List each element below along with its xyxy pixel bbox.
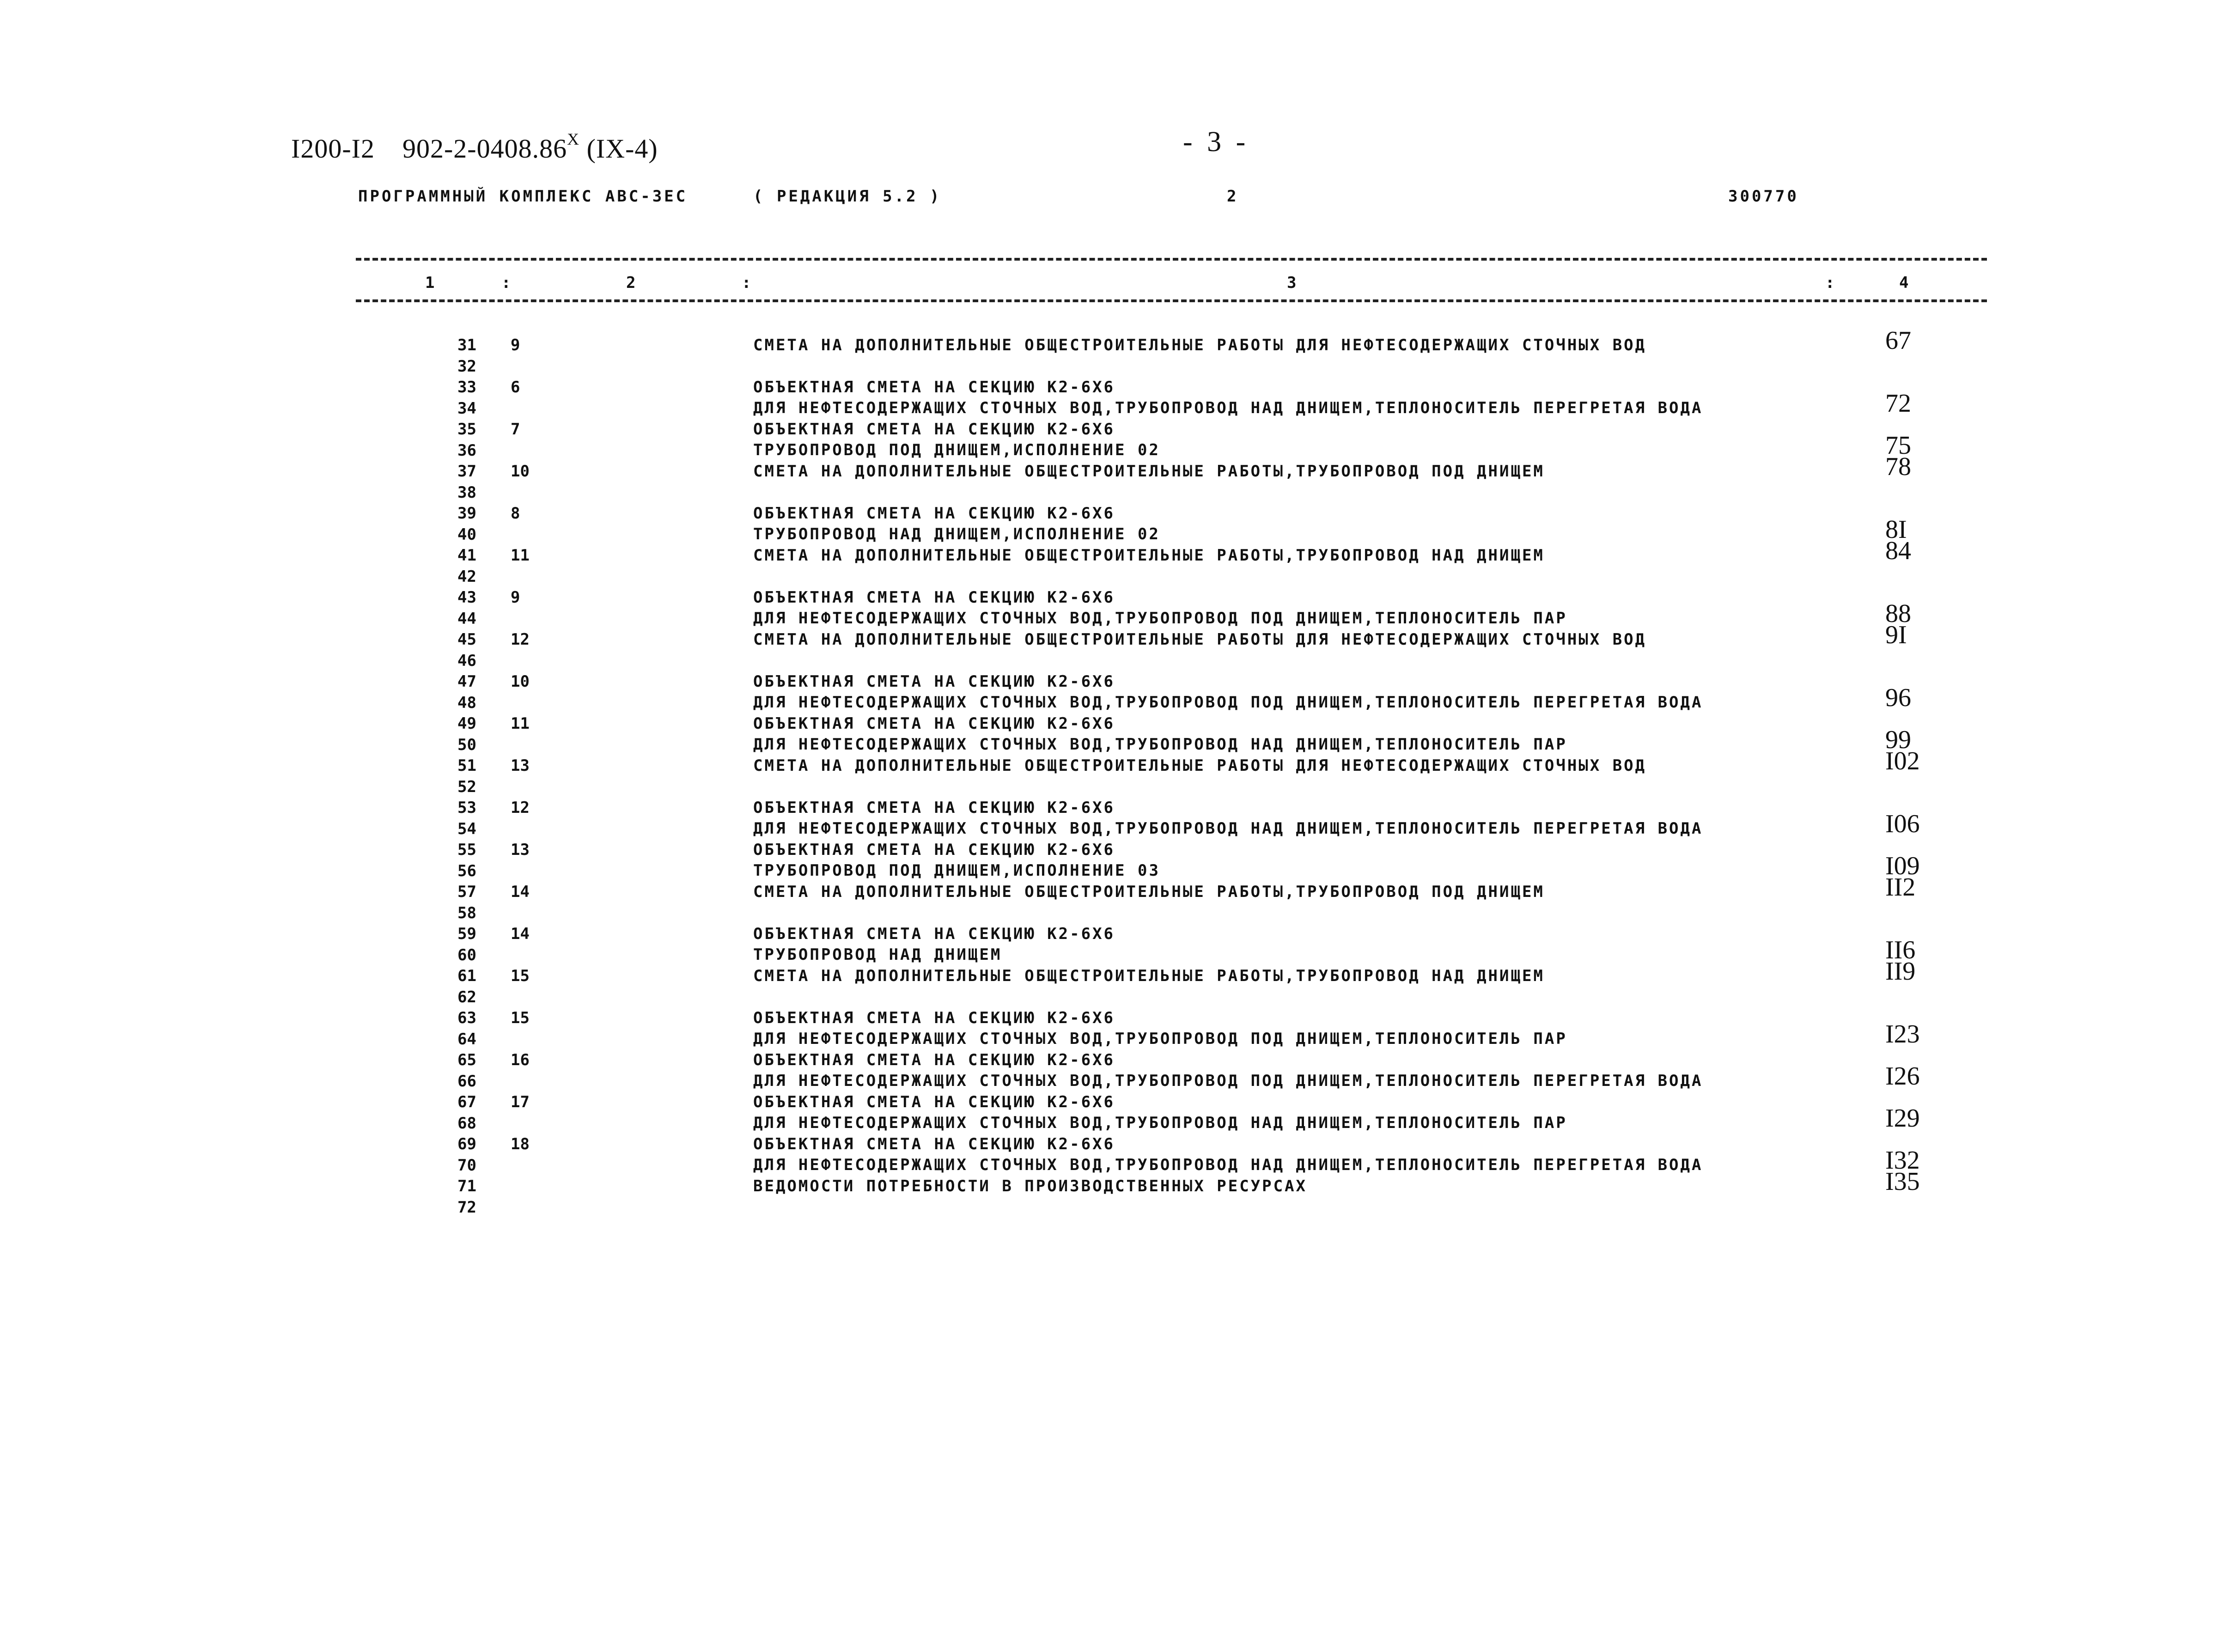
row-description: ДЛЯ НЕФТЕСОДЕРЖАЩИХ СТОЧНЫХ ВОД,ТРУБОПРОВОД НАД ДНИЩЕМ,ТЕПЛОНОСИТЕЛЬ ПАР <box>753 735 1567 754</box>
row-number: 32 <box>457 357 476 376</box>
row-description: ДЛЯ НЕФТЕСОДЕРЖАЩИХ СТОЧНЫХ ВОД,ТРУБОПРОВОД ПОД ДНИЩЕМ,ТЕПЛОНОСИТЕЛЬ ПАР <box>753 1030 1567 1048</box>
page-number: - 3 - <box>1183 126 1249 158</box>
row-description: ОБЪЕКТНАЯ СМЕТА НА СЕКЦИЮ К2-6Х6 <box>753 841 1115 859</box>
item-number: 17 <box>511 1093 530 1111</box>
row-description: ВЕДОМОСТИ ПОТРЕБНОСТИ В ПРОИЗВОДСТВЕННЫХ РЕСУРСАХ <box>753 1177 1308 1195</box>
row-description: ОБЪЕКТНАЯ СМЕТА НА СЕКЦИЮ К2-6Х6 <box>753 1009 1115 1027</box>
row-number: 54 <box>457 819 476 838</box>
row-number: 48 <box>457 693 476 712</box>
row-description: СМЕТА НА ДОПОЛНИТЕЛЬНЫЕ ОБЩЕСТРОИТЕЛЬНЫЕ РАБОТЫ ДЛЯ НЕФТЕСОДЕРЖАЩИХ СТОЧНЫХ ВОД <box>753 630 1647 649</box>
row-number: 44 <box>457 609 476 628</box>
row-page-number: 67 <box>1885 326 1911 355</box>
row-page-number: I32 <box>1885 1146 1920 1175</box>
row-number: 65 <box>457 1051 476 1069</box>
item-number: 16 <box>511 1051 530 1069</box>
row-description: ДЛЯ НЕФТЕСОДЕРЖАЩИХ СТОЧНЫХ ВОД,ТРУБОПРОВОД НАД ДНИЩЕМ,ТЕПЛОНОСИТЕЛЬ ПЕРЕГРЕТАЯ ВОДА <box>753 819 1703 838</box>
row-page-number: I26 <box>1885 1062 1920 1091</box>
document-code <box>291 129 658 164</box>
table-rule-top <box>356 258 1987 261</box>
row-number: 52 <box>457 777 476 796</box>
row-number: 62 <box>457 988 476 1006</box>
program-code: 300770 <box>1728 187 1799 206</box>
row-page-number: 88 <box>1885 599 1911 628</box>
column-header-1: 1 <box>425 274 435 292</box>
row-number: 72 <box>457 1198 476 1217</box>
row-page-number: I29 <box>1885 1104 1920 1133</box>
row-description: ОБЪЕКТНАЯ СМЕТА НА СЕКЦИЮ К2-6Х6 <box>753 588 1115 607</box>
row-description: ДЛЯ НЕФТЕСОДЕРЖАЩИХ СТОЧНЫХ ВОД,ТРУБОПРОВОД НАД ДНИЩЕМ,ТЕПЛОНОСИТЕЛЬ ПЕРЕГРЕТАЯ ВОДА <box>753 399 1703 417</box>
row-number: 53 <box>457 799 476 817</box>
row-description: ДЛЯ НЕФТЕСОДЕРЖАЩИХ СТОЧНЫХ ВОД,ТРУБОПРОВОД ПОД ДНИЩЕМ,ТЕПЛОНОСИТЕЛЬ ПЕРЕГРЕТАЯ ВОДА <box>753 693 1703 712</box>
row-description: ОБЪЕКТНАЯ СМЕТА НА СЕКЦИЮ К2-6Х6 <box>753 799 1115 817</box>
row-page-number: I02 <box>1885 747 1920 775</box>
table-rule-bottom <box>356 299 1987 302</box>
item-number: 10 <box>511 672 530 691</box>
row-number: 47 <box>457 672 476 691</box>
item-number: 13 <box>511 841 530 859</box>
column-header-3: 3 <box>1287 274 1297 292</box>
doc-code-sup: X <box>567 130 580 148</box>
row-description: ОБЪЕКТНАЯ СМЕТА НА СЕКЦИЮ К2-6Х6 <box>753 420 1115 439</box>
item-number: 18 <box>511 1135 530 1153</box>
row-page-number: I09 <box>1885 852 1920 880</box>
row-page-number: 96 <box>1885 683 1911 712</box>
item-number: 10 <box>511 462 530 481</box>
row-page-number: 84 <box>1885 536 1911 565</box>
row-page-number: I06 <box>1885 810 1920 838</box>
doc-code-left: I200-I2 <box>291 134 375 164</box>
row-page-number: 9I <box>1885 621 1907 649</box>
row-description: ОБЪЕКТНАЯ СМЕТА НА СЕКЦИЮ К2-6Х6 <box>753 1135 1115 1153</box>
row-page-number: II2 <box>1885 873 1916 902</box>
row-page-number: I23 <box>1885 1020 1920 1049</box>
sheet-number: 2 <box>1227 187 1239 206</box>
row-number: 33 <box>457 378 476 396</box>
column-separator: : <box>1825 274 1835 292</box>
row-description: ОБЪЕКТНАЯ СМЕТА НА СЕКЦИЮ К2-6Х6 <box>753 714 1115 733</box>
row-page-number: 99 <box>1885 725 1911 754</box>
column-separator: : <box>501 274 511 292</box>
doc-code-main: 902-2-0408.86 <box>402 134 567 164</box>
row-number: 57 <box>457 883 476 901</box>
row-number: 67 <box>457 1093 476 1111</box>
item-number: 15 <box>511 967 530 985</box>
row-number: 41 <box>457 546 476 565</box>
item-number: 15 <box>511 1009 530 1027</box>
row-description: ОБЪЕКТНАЯ СМЕТА НА СЕКЦИЮ К2-6Х6 <box>753 504 1115 523</box>
column-header-2: 2 <box>626 274 636 292</box>
row-number: 31 <box>457 336 476 354</box>
row-description: ДЛЯ НЕФТЕСОДЕРЖАЩИХ СТОЧНЫХ ВОД,ТРУБОПРОВОД НАД ДНИЩЕМ,ТЕПЛОНОСИТЕЛЬ ПАР <box>753 1114 1567 1132</box>
row-description: ТРУБОПРОВОД ПОД ДНИЩЕМ,ИСПОЛНЕНИЕ 02 <box>753 441 1160 459</box>
item-number: 9 <box>511 336 520 354</box>
row-number: 38 <box>457 483 476 502</box>
row-description: ТРУБОПРОВОД НАД ДНИЩЕМ,ИСПОЛНЕНИЕ 02 <box>753 525 1160 543</box>
row-page-number: 75 <box>1885 431 1911 460</box>
row-description: ТРУБОПРОВОД НАД ДНИЩЕМ <box>753 945 1002 964</box>
row-number: 64 <box>457 1030 476 1049</box>
row-number: 35 <box>457 420 476 439</box>
row-description: ОБЪЕКТНАЯ СМЕТА НА СЕКЦИЮ К2-6Х6 <box>753 925 1115 943</box>
row-description: ТРУБОПРОВОД ПОД ДНИЩЕМ,ИСПОЛНЕНИЕ 03 <box>753 861 1160 880</box>
row-description: ДЛЯ НЕФТЕСОДЕРЖАЩИХ СТОЧНЫХ ВОД,ТРУБОПРОВОД ПОД ДНИЩЕМ,ТЕПЛОНОСИТЕЛЬ ПЕРЕГРЕТАЯ ВОДА <box>753 1072 1703 1090</box>
row-description: СМЕТА НА ДОПОЛНИТЕЛЬНЫЕ ОБЩЕСТРОИТЕЛЬНЫЕ РАБОТЫ ДЛЯ НЕФТЕСОДЕРЖАЩИХ СТОЧНЫХ ВОД <box>753 336 1647 354</box>
row-description: ОБЪЕКТНАЯ СМЕТА НА СЕКЦИЮ К2-6Х6 <box>753 672 1115 691</box>
item-number: 6 <box>511 378 520 396</box>
item-number: 12 <box>511 799 530 817</box>
row-number: 70 <box>457 1156 476 1175</box>
row-number: 49 <box>457 714 476 733</box>
row-number: 42 <box>457 567 476 586</box>
row-page-number: II6 <box>1885 936 1916 964</box>
row-description: ДЛЯ НЕФТЕСОДЕРЖАЩИХ СТОЧНЫХ ВОД,ТРУБОПРОВОД ПОД ДНИЩЕМ,ТЕПЛОНОСИТЕЛЬ ПАР <box>753 609 1567 628</box>
row-number: 60 <box>457 945 476 964</box>
row-number: 43 <box>457 588 476 607</box>
item-number: 13 <box>511 756 530 775</box>
row-description: ДЛЯ НЕФТЕСОДЕРЖАЩИХ СТОЧНЫХ ВОД,ТРУБОПРОВОД НАД ДНИЩЕМ,ТЕПЛОНОСИТЕЛЬ ПЕРЕГРЕТАЯ ВОДА <box>753 1156 1703 1174</box>
row-number: 58 <box>457 903 476 922</box>
row-number: 61 <box>457 967 476 985</box>
doc-code-suffix: (IX-4) <box>579 134 658 164</box>
column-separator: : <box>742 274 751 292</box>
item-number: 8 <box>511 504 520 523</box>
row-number: 50 <box>457 735 476 754</box>
row-number: 45 <box>457 630 476 649</box>
row-description: СМЕТА НА ДОПОЛНИТЕЛЬНЫЕ ОБЩЕСТРОИТЕЛЬНЫЕ РАБОТЫ,ТРУБОПРОВОД ПОД ДНИЩЕМ <box>753 883 1545 901</box>
program-edition: ( РЕДАКЦИЯ 5.2 ) <box>753 187 942 206</box>
row-number: 66 <box>457 1072 476 1091</box>
row-number: 46 <box>457 651 476 670</box>
row-number: 37 <box>457 462 476 481</box>
row-number: 56 <box>457 861 476 880</box>
row-description: СМЕТА НА ДОПОЛНИТЕЛЬНЫЕ ОБЩЕСТРОИТЕЛЬНЫЕ РАБОТЫ ДЛЯ НЕФТЕСОДЕРЖАЩИХ СТОЧНЫХ ВОД <box>753 756 1647 775</box>
row-number: 69 <box>457 1135 476 1153</box>
row-number: 63 <box>457 1009 476 1027</box>
row-description: ОБЪЕКТНАЯ СМЕТА НА СЕКЦИЮ К2-6Х6 <box>753 1051 1115 1069</box>
row-number: 71 <box>457 1177 476 1195</box>
row-number: 51 <box>457 756 476 775</box>
row-description: ОБЪЕКТНАЯ СМЕТА НА СЕКЦИЮ К2-6Х6 <box>753 378 1115 396</box>
item-number: 11 <box>511 714 530 733</box>
row-number: 40 <box>457 525 476 544</box>
row-number: 59 <box>457 925 476 943</box>
row-number: 34 <box>457 399 476 418</box>
row-description: ОБЪЕКТНАЯ СМЕТА НА СЕКЦИЮ К2-6Х6 <box>753 1093 1115 1111</box>
item-number: 14 <box>511 925 530 943</box>
item-number: 9 <box>511 588 520 607</box>
row-description: СМЕТА НА ДОПОЛНИТЕЛЬНЫЕ ОБЩЕСТРОИТЕЛЬНЫЕ РАБОТЫ,ТРУБОПРОВОД НАД ДНИЩЕМ <box>753 967 1545 985</box>
row-description: СМЕТА НА ДОПОЛНИТЕЛЬНЫЕ ОБЩЕСТРОИТЕЛЬНЫЕ РАБОТЫ,ТРУБОПРОВОД ПОД ДНИЩЕМ <box>753 462 1545 481</box>
row-number: 68 <box>457 1114 476 1133</box>
item-number: 7 <box>511 420 520 439</box>
row-number: 36 <box>457 441 476 460</box>
row-page-number: 8I <box>1885 515 1907 544</box>
row-description: СМЕТА НА ДОПОЛНИТЕЛЬНЫЕ ОБЩЕСТРОИТЕЛЬНЫЕ РАБОТЫ,ТРУБОПРОВОД НАД ДНИЩЕМ <box>753 546 1545 565</box>
row-page-number: 72 <box>1885 389 1911 418</box>
row-number: 39 <box>457 504 476 523</box>
row-page-number: I35 <box>1885 1167 1920 1196</box>
item-number: 11 <box>511 546 530 565</box>
column-header-4: 4 <box>1899 274 1909 292</box>
item-number: 14 <box>511 883 530 901</box>
row-page-number: 78 <box>1885 452 1911 481</box>
row-number: 55 <box>457 841 476 859</box>
program-name: ПРОГРАММНЫЙ КОМПЛЕКС АВС-ЗЕС <box>358 187 688 206</box>
item-number: 12 <box>511 630 530 649</box>
row-page-number: II9 <box>1885 957 1916 986</box>
